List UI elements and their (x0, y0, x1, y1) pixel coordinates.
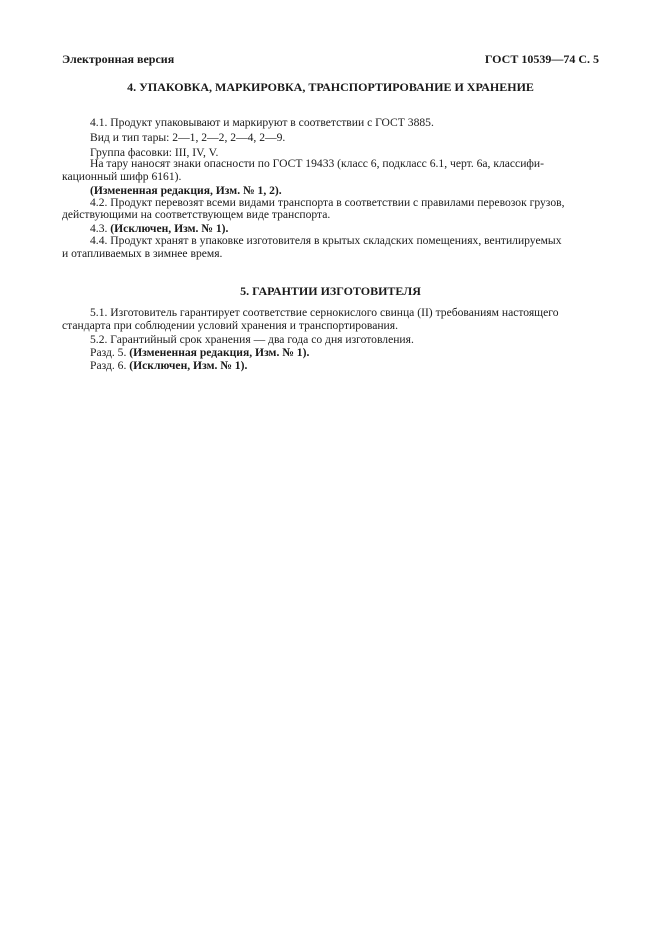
paragraph-section-5-note: Разд. 5. (Измененная редакция, Изм. № 1). (90, 346, 310, 359)
paragraph-5-2: 5.2. Гарантийный срок хранения — два года со дня изготовления. (90, 333, 414, 346)
paragraph-packing-group: Группа фасовки: III, IV, V. (90, 146, 219, 159)
paragraph-4-1: 4.1. Продукт упаковывают и маркируют в соответствии с ГОСТ 3885. (90, 116, 434, 129)
paragraph-4-4-cont: и отапливаемых в зимнее время. (62, 247, 223, 260)
revision-note-section-5: (Измененная редакция, Изм. № 1). (129, 346, 310, 359)
paragraph-tare-type: Вид и тип тары: 2—1, 2—2, 2—4, 2—9. (90, 131, 286, 144)
header-edition: Электронная версия (62, 52, 175, 66)
paragraph-4-4: 4.4. Продукт хранят в упаковке изготовителя в крытых складских помещениях, вентилируемых (90, 234, 562, 247)
paragraph-4-3: 4.3. (Исключен, Изм. № 1). (90, 222, 229, 235)
paragraph-hazard-signs: На тару наносят знаки опасности по ГОСТ 19433 (класс 6, подкласс 6.1, черт. 6а, классифи- (90, 157, 544, 170)
paragraph-4-2: 4.2. Продукт перевозят всеми видами транспорта в соответствии с правилами перевозок грузов, (90, 196, 565, 209)
revision-note-4-1: (Измененная редакция, Изм. № 1, 2). (90, 184, 282, 197)
header-standard: ГОСТ 10539—74 С. 5 (484, 52, 599, 66)
paragraph-5-1: 5.1. Изготовитель гарантирует соответствие сернокислого свинца (II) требованиям настоящего (90, 306, 559, 319)
revision-note-section-6: (Исключен, Изм. № 1). (129, 359, 248, 372)
section-5-title: 5. ГАРАНТИИ ИЗГОТОВИТЕЛЯ (240, 284, 421, 298)
paragraph-5-1-cont: стандарта при соблюдении условий хранения и транспортирования. (62, 319, 398, 332)
paragraph-hazard-signs-cont: кационный шифр 6161). (62, 170, 182, 183)
paragraph-4-2-cont: действующими на соответствующем виде транспорта. (62, 208, 331, 221)
paragraph-section-6-note: Разд. 6. (Исключен, Изм. № 1). (90, 359, 248, 372)
section-4-title: 4. УПАКОВКА, МАРКИРОВКА, ТРАНСПОРТИРОВАНИЕ И ХРАНЕНИЕ (127, 80, 534, 94)
revision-note-4-3: (Исключен, Изм. № 1). (110, 222, 229, 235)
